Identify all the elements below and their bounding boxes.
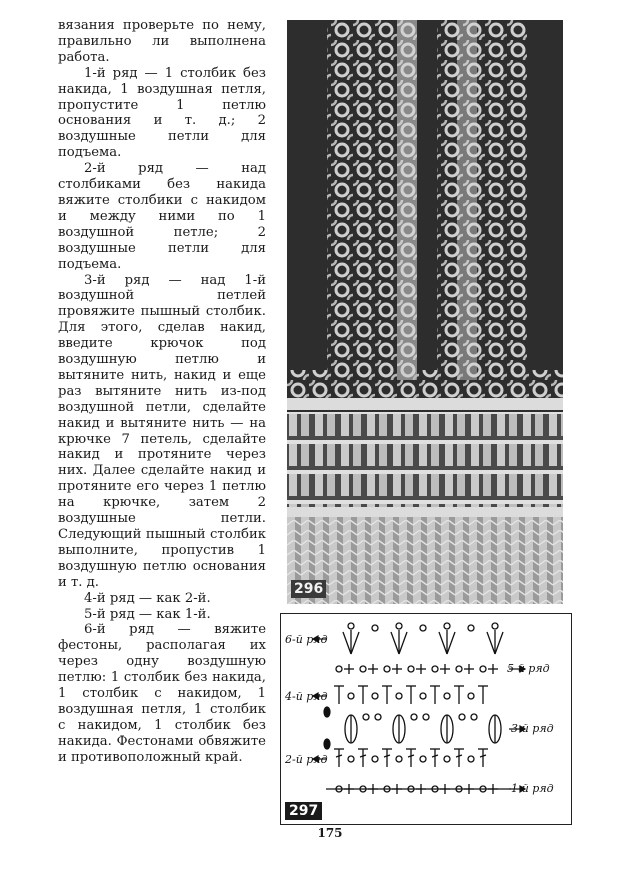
row-3-label: 3-й ряд: [511, 722, 554, 735]
row-2-symbols: [334, 749, 488, 767]
figure-297-label: 297: [285, 802, 322, 820]
row-1-label: 1-й ряд: [511, 782, 554, 795]
row-4-label: 4-й ряд: [285, 690, 328, 703]
row-1-symbols: [336, 784, 498, 794]
row-5-label: 5-й ряд: [507, 662, 550, 675]
row-2-label: 2-й ряд: [285, 753, 328, 766]
row-3-symbols: [345, 714, 501, 743]
page-number: 175: [317, 826, 343, 840]
row-6-label: 6-й ряд: [285, 633, 328, 646]
row-5-symbols: [336, 664, 498, 674]
paragraph-row-5: 5-й ряд — как 1-й.: [84, 606, 211, 622]
paragraph-row-6: 6-й ряд — вяжите фестоны, располагая их через одну воздушную петлю: 1 столбик без накида, 1 столбик с накидом, 1 воздушная петля, 1 столбик с накидом, 1 столбик без накида. Фестонами обвяжите и противоположный край.: [58, 622, 266, 765]
row-4-symbols: [334, 686, 488, 704]
knitting-photo: [287, 20, 563, 604]
paragraph-row-1: 1-й ряд — 1 столбик без накида, 1 воздушная петля, пропустите 1 петлю основания и т. д.; 2 воздушные петли для подъема.: [58, 65, 266, 161]
crochet-diagram: [280, 613, 572, 825]
main-text: [58, 18, 266, 766]
row-6-symbols: [343, 623, 503, 654]
figure-296-label: 296: [291, 580, 326, 598]
lace-texture-image: [287, 20, 563, 604]
paragraph-1: вязания проверьте по нему, правильно ли выполнена работа.: [58, 18, 266, 65]
paragraph-row-3: 3-й ряд — над 1-й воздушной петлей провяжите пышный столбик. Для этого, сделав накид, введите крючок под воздушную петлю и вытяните нить, накид и еще раз вытяните нить из-под воздушной петли, сделайте накид и вытяните нить — на крючке 7 петель, сделайте накид и протяните через них. Далее сделайте накид и протяните его через 1 петлю на крючке, затем 2 воздушные петли. Следующий пышный столбик выполните, пропустив 1 воздушную петлю основания и т. д.: [58, 272, 266, 590]
paragraph-row-2: 2-й ряд — над столбиками без накида вяжите столбики с накидом и между ними по 1 воздушной петле; 2 воздушные петли для подъема.: [58, 161, 266, 272]
paragraph-row-4: 4-й ряд — как 2-й.: [84, 590, 211, 606]
